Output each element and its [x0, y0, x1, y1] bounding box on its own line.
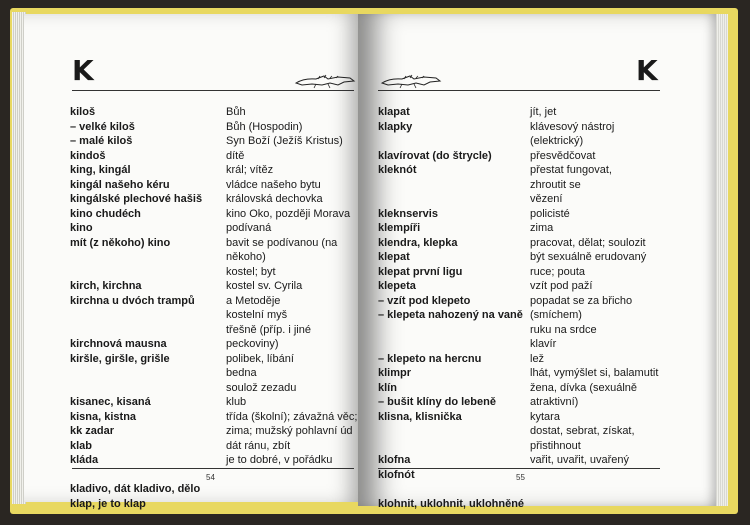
dictionary-definition: vzít pod paží: [530, 280, 593, 292]
dictionary-term: klepat první ligu: [378, 265, 463, 278]
right-page: [358, 14, 718, 510]
dictionary-term: [70, 323, 202, 338]
dictionary-term: klohnit, uklohnit, uklohněné: [378, 497, 525, 510]
dictionary-term: kiršle, giršle, grišle: [70, 352, 170, 365]
dictionary-definition: zima: [530, 222, 554, 234]
dictionary-term: [378, 134, 524, 149]
dictionary-term: [378, 439, 524, 454]
left-page: [24, 14, 362, 510]
dictionary-term: klofnót: [378, 468, 415, 481]
dictionary-definition: Bůh (Hospodin): [226, 120, 303, 133]
dictionary-term: kisna, kistna: [70, 410, 137, 423]
footer-rule-right: [378, 468, 660, 469]
dictionary-definition: kostel sv. Cyrila: [226, 280, 303, 292]
dictionary-term: kingál našeho kéru: [70, 178, 170, 191]
dictionary-definition: vládce našeho bytu: [226, 178, 321, 191]
dictionary-term: klavírovat (do štrycle): [378, 149, 492, 162]
dictionary-definition: kostelní myš: [226, 309, 288, 321]
dictionary-definition: podívaná: [226, 222, 272, 234]
dictionary-term: klín: [378, 381, 397, 394]
dictionary-term: [70, 366, 202, 381]
dictionary-definition: klub: [226, 396, 247, 408]
dictionary-term: [70, 468, 202, 483]
dictionary-term: kleknservis: [378, 207, 438, 220]
dictionary-term: klepat: [378, 251, 410, 263]
dictionary-definition: kytara: [530, 410, 560, 423]
dictionary-term: kirchnová mausna: [70, 338, 167, 350]
dictionary-term: kirchna u dvóch trampů: [70, 294, 195, 307]
left-definitions-column: [226, 105, 357, 468]
dictionary-definition: klavír: [530, 338, 557, 350]
dictionary-term: mít (z někoho) kino: [70, 236, 171, 249]
dictionary-definition: ruku na srdce: [530, 323, 597, 336]
dictionary-term: – vzít pod klepeto: [378, 294, 471, 307]
dictionary-term: [378, 323, 524, 338]
dictionary-term: – klepeta nahozený na vaně: [378, 309, 523, 321]
page-edges-right: [716, 14, 728, 506]
right-header-letter: K: [636, 54, 658, 87]
dictionary-term: kirch, kirchna: [70, 280, 142, 292]
dictionary-term: kiloš: [70, 106, 96, 118]
dictionary-definition: král; vítěz: [226, 164, 274, 176]
page-number-right: 55: [516, 473, 525, 482]
dictionary-term: [378, 337, 524, 352]
dictionary-definition: být sexuálně erudovaný: [530, 251, 647, 263]
dictionary-term: [378, 192, 524, 207]
crocodile-icon-right: [380, 70, 442, 90]
header-rule-left: [72, 90, 354, 91]
header-rule-right: [378, 90, 660, 91]
dictionary-definition: soulož zezadu: [226, 381, 297, 394]
dictionary-term: kino chudéch: [70, 207, 141, 220]
dictionary-definition: kostel; byt: [226, 265, 276, 278]
dictionary-term: klapat: [378, 106, 410, 118]
dictionary-definition: pracovat, dělat; soulozit: [530, 236, 646, 249]
dictionary-definition: lež: [530, 352, 545, 365]
dictionary-term: kingálské plechové hašiš: [70, 193, 203, 205]
right-definitions-column: [530, 105, 658, 468]
dictionary-term: [70, 250, 202, 265]
dictionary-term: kindoš: [70, 149, 106, 162]
dictionary-term: king, kingál: [70, 164, 131, 176]
right-terms-column: [378, 105, 524, 511]
dictionary-definition: Syn Boží (Ježíš Kristus): [226, 135, 343, 147]
dictionary-term: [378, 424, 524, 439]
dictionary-definition: bedna: [226, 367, 257, 379]
dictionary-definition: peckoviny): [226, 338, 279, 350]
dictionary-definition: policisté: [530, 207, 570, 220]
dictionary-term: klimpr: [378, 367, 412, 379]
dictionary-definition: klávesový nástroj: [530, 120, 615, 133]
dictionary-term: kleknót: [378, 164, 417, 176]
dictionary-term: [70, 308, 202, 323]
dictionary-term: [378, 482, 524, 497]
dictionary-term: klap, je to klap: [70, 497, 146, 510]
dictionary-term: kino: [70, 222, 93, 234]
dictionary-definition: přestat fungovat,: [530, 164, 612, 176]
dictionary-definition: zhroutit se: [530, 178, 581, 191]
left-header-letter: K: [72, 54, 94, 87]
dictionary-term: [378, 178, 524, 193]
dictionary-definition: přesvědčovat: [530, 149, 596, 162]
dictionary-definition: a Metoděje: [226, 294, 281, 307]
dictionary-definition: třída (školní); závažná věc;: [226, 410, 358, 423]
dictionary-definition: (elektrický): [530, 135, 584, 147]
dictionary-definition: zima; mužský pohlavní úd: [226, 425, 353, 437]
dictionary-definition: polibek, líbání: [226, 352, 294, 365]
dictionary-term: klofna: [378, 454, 411, 466]
dictionary-term: kláda: [70, 454, 99, 466]
page-number-left: 54: [206, 473, 215, 482]
dictionary-term: – malé kiloš: [70, 135, 133, 147]
dictionary-term: kladivo, dát kladivo, dělo: [70, 483, 201, 495]
dictionary-term: [70, 265, 202, 280]
dictionary-definition: vařit, uvařit, uvařený: [530, 454, 630, 466]
dictionary-term: klendra, klepka: [378, 236, 458, 249]
crocodile-icon: [294, 70, 356, 90]
dictionary-definition: Bůh: [226, 106, 246, 118]
dictionary-definition: bavit se podívanou (na: [226, 236, 338, 249]
dictionary-definition: atraktivní): [530, 396, 579, 408]
dictionary-term: klisna, klisnička: [378, 410, 462, 423]
dictionary-definition: je to dobré, v pořádku: [226, 454, 333, 466]
dictionary-definition: dostat, sebrat, získat,: [530, 425, 635, 437]
dictionary-definition: jít, jet: [530, 106, 557, 118]
dictionary-term: klempíři: [378, 222, 421, 234]
dictionary-definition: přistihnout: [530, 439, 581, 452]
footer-rule-left: [72, 468, 354, 469]
dictionary-definition: lhát, vymýšlet si, balamutit: [530, 367, 659, 379]
dictionary-term: klab: [70, 439, 93, 452]
dictionary-definition: někoho): [226, 251, 266, 263]
dictionary-term: klapky: [378, 120, 413, 133]
dictionary-definition: třešně (příp. i jiné: [226, 323, 311, 336]
dictionary-definition: ruce; pouta: [530, 265, 586, 278]
dictionary-term: – klepeto na hercnu: [378, 352, 482, 365]
dictionary-definition: (smíchem): [530, 309, 582, 321]
dictionary-definition: popadat se za břicho: [530, 294, 633, 307]
dictionary-term: [70, 381, 202, 396]
dictionary-definition: žena, dívka (sexuálně: [530, 381, 638, 394]
dictionary-term: – bušit klíny do lebeně: [378, 396, 496, 408]
dictionary-definition: dát ránu, zbít: [226, 439, 291, 452]
dictionary-definition: vězení: [530, 193, 563, 205]
left-terms-column: [70, 105, 202, 511]
dictionary-term: klepeta: [378, 280, 416, 292]
dictionary-term: – velké kiloš: [70, 120, 135, 133]
dictionary-term: kisanec, kisaná: [70, 396, 151, 408]
dictionary-definition: královská dechovka: [226, 193, 323, 205]
dictionary-definition: dítě: [226, 149, 245, 162]
dictionary-definition: kino Oko, později Morava: [226, 207, 351, 220]
dictionary-term: kk zadar: [70, 425, 115, 437]
